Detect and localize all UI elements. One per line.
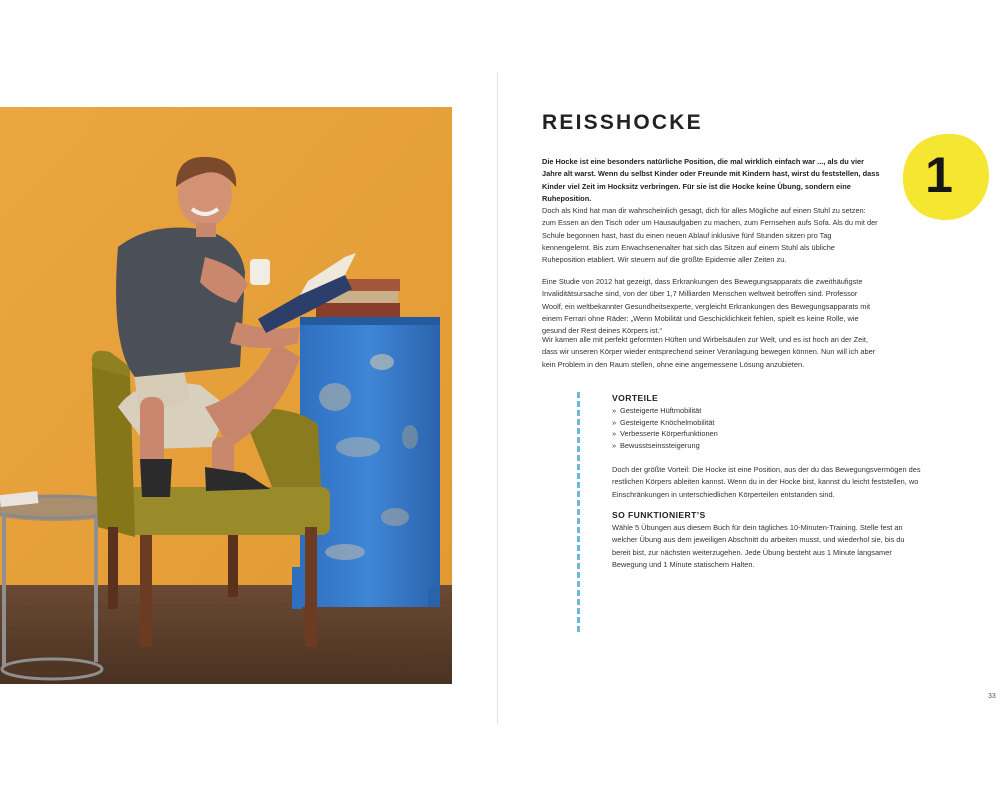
body-paragraph-3: Wir kamen alle mit perfekt geformten Hüften und Wirbelsäulen zur Welt, und es ist hoch an der Zeit, dass wir unseren Körper wieder entsprechend seiner Veranlagung bewegen können. Nun will ich aber kein Problem in den Raum stellen, ohne eine angemessene Lösung anzubieten.	[542, 335, 876, 369]
list-item: » Bewusstseinssteigerung	[612, 440, 718, 452]
page-gutter	[497, 72, 498, 724]
vorteile-text: Doch der größte Vorteil: Die Hocke ist eine Position, aus der du das Bewegungsvermögen des restlichen Körpers ableiten kannst. Wenn du in der Hocke bist, kannst du leicht feststellen, wo Einschränkungen in unterschiedlichen Körperteilen entstanden sind.	[612, 465, 921, 499]
vorteile-heading: VORTEILE	[612, 393, 659, 403]
dashed-accent-line	[577, 392, 580, 634]
chapter-number: 1	[925, 147, 953, 203]
list-item: » Verbesserte Körperfunktionen	[612, 428, 718, 440]
page-number: 33	[988, 693, 996, 700]
page-title: REISSHOCKE	[542, 111, 703, 134]
funktioniert-heading: SO FUNKTIONIERT’S	[612, 510, 706, 520]
body-paragraph-2: Eine Studie von 2012 hat gezeigt, dass Erkrankungen des Bewegungsapparats die zweithäufigste Invaliditätsursache sind, von der über 1,7 Milliarden Menschen weltweit betroffen sind. Professor Woolf, ein weltbekannter Gesundheitsexperte, vergleicht Erkrankungen des Bewegungsapparats mit einem Ferrari ohne Räder: „Wenn Mobilität und Geschicklichkeit fehlen, spielt es keine Rolle, wie gesund der Rest deines Körpers ist.“	[542, 277, 871, 336]
list-item: » Gesteigerte Hüftmobilität	[612, 405, 718, 417]
funktioniert-text: Wähle 5 Übungen aus diesem Buch für dein tägliches 10-Minuten-Training. Stelle fest an welcher Übung aus dem jeweiligen Abschnitt du arbeiten musst, und wiederhol sie, bis du bereit bist, zur nächsten weiterzugehen. Jede Übung besteht aus 1 Minute langsamer Bewegung und 1 Minute statischem Halten.	[612, 523, 905, 569]
list-item: » Gesteigerte Knöchelmobilität	[612, 417, 718, 429]
intro-paragraph: Die Hocke ist eine besonders natürliche Position, die mal wirklich einfach war ..., als du vier Jahre alt warst. Wenn du selbst Kinder oder Freunde mit Kindern hast, wirst du feststellen, dass Kinder viel Zeit im Hocksitz verbringen. Für sie ist die Hocke keine Übung, sondern eine Ruheposition.	[542, 157, 880, 203]
body-paragraph-1: Doch als Kind hat man dir wahrscheinlich gesagt, dich für alles Mögliche auf einen Stuhl zu setzen: zum Essen an den Tisch oder um Hausaufgaben zu machen, zum Fernsehen aufs Sofa. Als du mit der Schule begonnen hast, hast du einen neuen Ablauf inklusive fünf Stunden sitzen pro Tag kennengelernt. Bis zum Erwachsenenalter hat sich das Sitzen auf einem Stuhl als übliche Ruheposition etabliert. Wir steuern auf die größte Epidemie aller Zeiten zu.	[542, 206, 878, 265]
vorteile-list	[612, 405, 718, 451]
photo-man-reading-on-chair	[0, 107, 452, 684]
